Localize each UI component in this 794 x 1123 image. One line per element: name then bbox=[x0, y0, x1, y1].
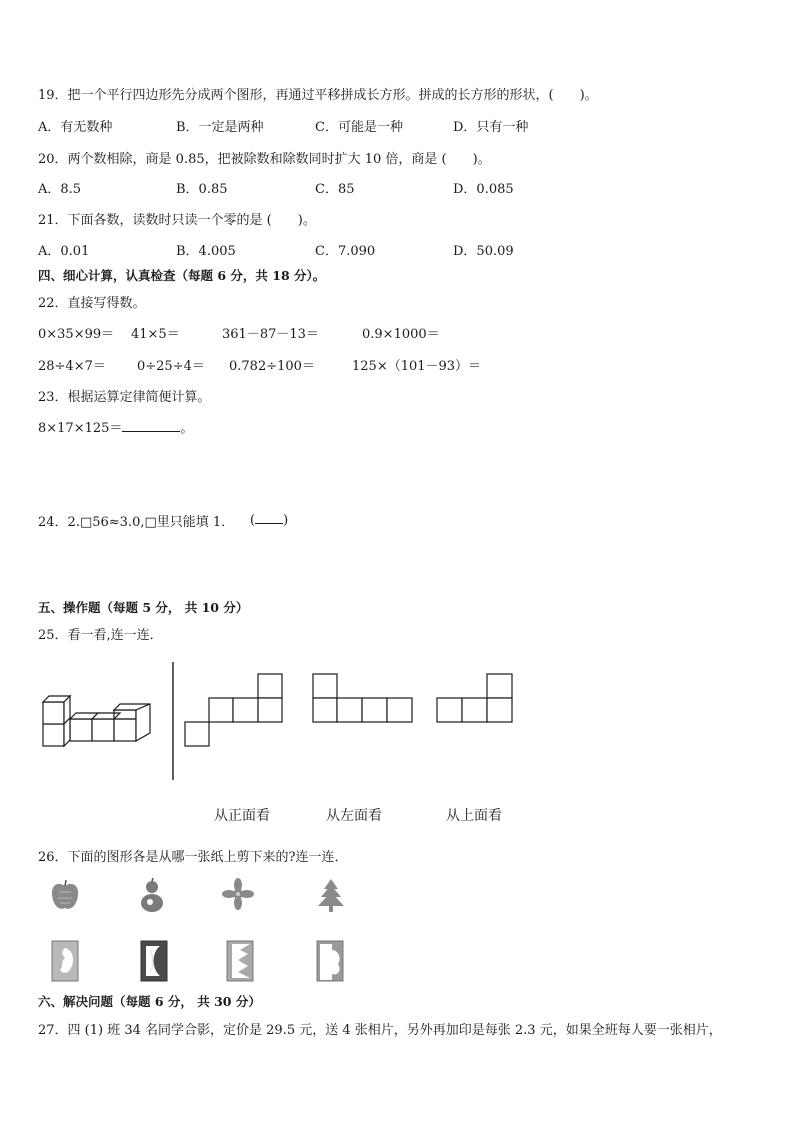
paper-with-crescent-hole bbox=[140, 940, 170, 982]
label-left-view: 从左面看 bbox=[326, 808, 382, 824]
q20-option-a[interactable]: A．8.5 bbox=[38, 182, 82, 197]
paper-with-zigzag-hole bbox=[226, 940, 256, 982]
q23-expr-text: 8×17×125＝ bbox=[38, 421, 123, 436]
calc-item: 28÷4×7＝ bbox=[38, 359, 106, 374]
q20-option-d[interactable]: D．0.085 bbox=[453, 182, 514, 197]
question-23: 23．根据运算定律简便计算。 bbox=[38, 390, 211, 405]
paren-close: ) bbox=[283, 513, 289, 528]
q21-option-d[interactable]: D．50.09 bbox=[453, 244, 514, 259]
calc-item: 0×35×99＝ bbox=[38, 327, 115, 342]
section-4-title: 四、细心计算，认真检查（每题 6 分，共 18 分）。 bbox=[38, 268, 326, 283]
question-20: 20．两个数相除，商是 0.85，把被除数和除数同时扩大 10 倍，商是 ( )。 bbox=[38, 152, 491, 167]
paren-open: ( bbox=[250, 513, 256, 528]
q19-option-b[interactable]: B．一定是两种 bbox=[176, 120, 264, 135]
question-22: 22．直接写得数。 bbox=[38, 296, 146, 311]
q19-option-c[interactable]: C．可能是一种 bbox=[315, 120, 403, 135]
question-25: 25．看一看,连一连． bbox=[38, 628, 163, 643]
q21-option-c[interactable]: C．7.090 bbox=[315, 244, 376, 259]
question-21: 21．下面各数，读数时只读一个零的是 ( )。 bbox=[38, 213, 316, 228]
q19-option-a[interactable]: A．有无数种 bbox=[38, 120, 113, 135]
calc-item: 0.782÷100＝ bbox=[229, 359, 315, 374]
paper-with-apple-hole bbox=[316, 940, 346, 982]
apple-icon bbox=[50, 878, 80, 912]
calc-item: 125×（101－93）＝ bbox=[352, 359, 482, 374]
question-27: 27．四 (1) 班 34 名同学合影，定价是 29.5 元，送 4 张相片，另外再加印是每张 2.3 元，如果全班每人要一张相片， bbox=[38, 1023, 722, 1038]
pine-tree-icon bbox=[316, 878, 346, 914]
question-24: 24．2.□56≈3.0,□里只能填 1． bbox=[38, 515, 235, 530]
calc-item: 361－87－13＝ bbox=[222, 327, 319, 342]
q21-option-b[interactable]: B．4.005 bbox=[176, 244, 236, 259]
calc-item: 41×5＝ bbox=[131, 327, 180, 342]
question-19: 19．把一个平行四边形先分成两个图形，再通过平移拼成长方形。拼成的长方形的形状，( )。 bbox=[38, 88, 598, 103]
label-top-view: 从上面看 bbox=[446, 808, 502, 824]
flower-icon bbox=[222, 878, 254, 910]
label-front-view: 从正面看 bbox=[214, 808, 270, 824]
q20-option-c[interactable]: C．85 bbox=[315, 182, 355, 197]
q23-end: 。 bbox=[180, 421, 194, 436]
q19-option-d[interactable]: D．只有一种 bbox=[453, 120, 529, 135]
section-6-title: 六、解决问题（每题 6 分， 共 30 分） bbox=[38, 994, 261, 1009]
paper-with-leaf-hole bbox=[51, 940, 81, 982]
gourd-icon bbox=[138, 878, 166, 914]
question-26: 26．下面的图形各是从哪一张纸上剪下来的?连一连． bbox=[38, 850, 348, 865]
q21-option-a[interactable]: A．0.01 bbox=[38, 244, 90, 259]
section-5-title: 五、操作题（每题 5 分， 共 10 分） bbox=[38, 600, 249, 615]
q20-option-b[interactable]: B．0.85 bbox=[176, 182, 228, 197]
calc-item: 0÷25÷4＝ bbox=[137, 359, 205, 374]
calc-item: 0.9×1000＝ bbox=[362, 327, 440, 342]
